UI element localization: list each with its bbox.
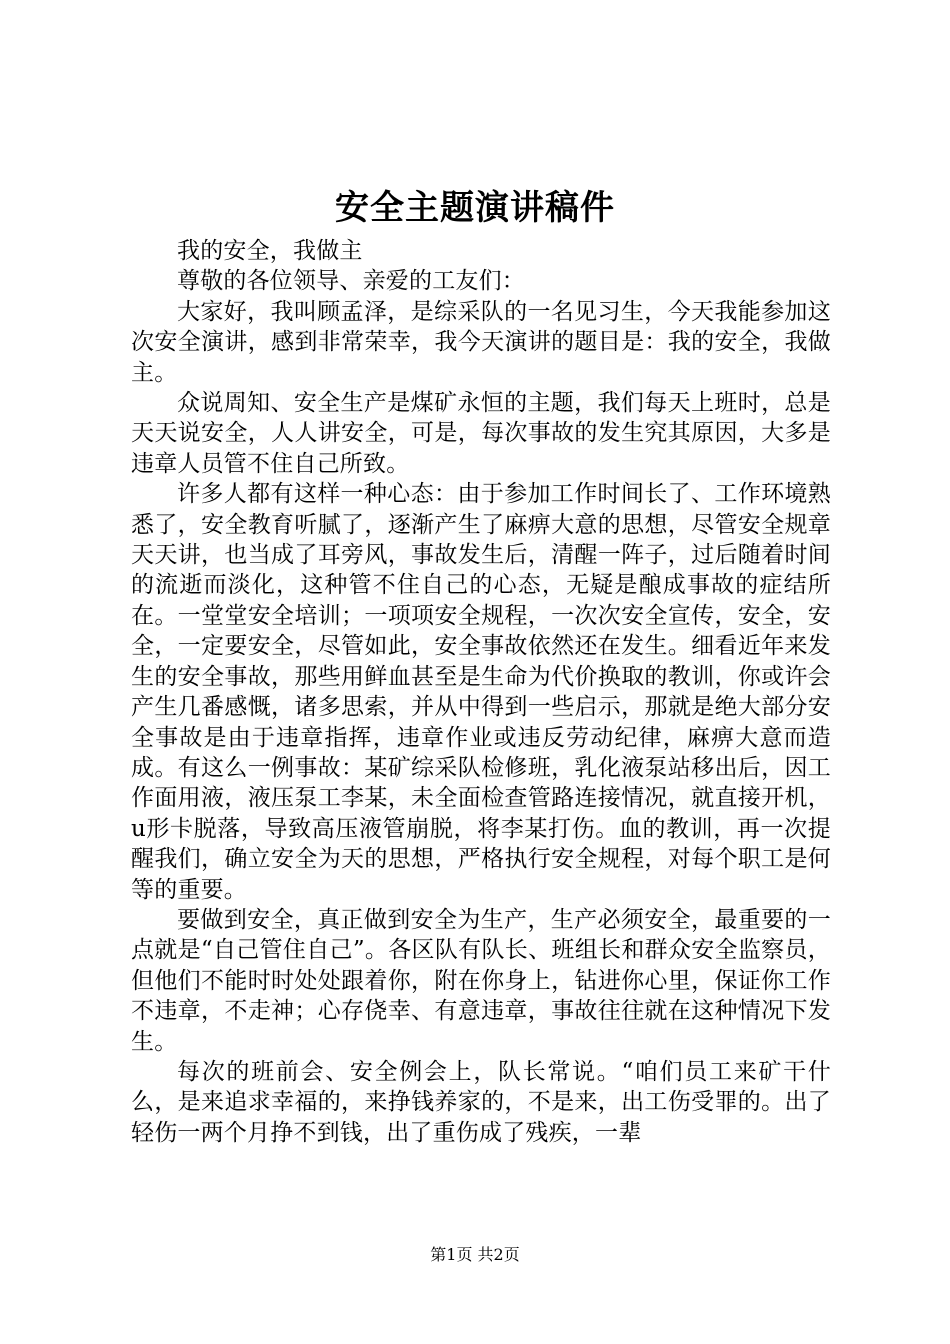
- paragraph: 许多人都有这样一种心态：由于参加工作时间长了、工作环境熟悉了，安全教育听腻了，逐渐产生了麻痹大意的思想，尽管安全规章天天讲，也当成了耳旁风，事故发生后，清醒一阵子，过后随着时间的流逝而淡化，这种管不住自己的心态，无疑是酿成事故的症结所在。一堂堂安全培训；一项项安全规程，一次次安全宣传，安全，安全，一定要安全，尽管如此，安全事故依然还在发生。细看近年来发生的安全事故，那些用鲜血甚至是生命为代价换取的教训，你或许会产生几番感慨，诸多思索，并从中得到一些启示，那就是绝大部分安全事故是由于违章指挥，违章作业或违反劳动纪律，麻痹大意而造成。有这么一例事故：某矿综采队检修班，乳化液泵站移出后，因工作面用液，液压泵工李某，未全面检查管路连接情况，就直接开机，u形卡脱落，导致高压液管崩脱，将李某打伤。血的教训，再一次提醒我们，确立安全为天的思想，严格执行安全规程，对每个职工是何等的重要。: [131, 481, 831, 903]
- paragraph: 要做到安全，真正做到安全为生产，生产必须安全，最重要的一点就是“自己管住自己”。各区队有队长、班组长和群众安全监察员，但他们不能时时处处跟着你，附在你身上，钻进你心里，保证你工作不违章，不走神；心存侥幸、有意违章，事故往往就在这种情况下发生。: [131, 906, 831, 1055]
- speech-subtitle: 我的安全，我做主: [177, 238, 363, 264]
- paragraph: 众说周知、安全生产是煤矿永恒的主题，我们每天上班时，总是天天说安全，人人讲安全，可是，每次事故的发生究其原因，大多是违章人员管不住自己所致。: [131, 390, 831, 477]
- document-body: [131, 236, 831, 1148]
- paragraph: 每次的班前会、安全例会上，队长常说。“咱们员工来矿干什么，是来追求幸福的，来挣钱养家的，不是来，出工伤受罪的。出了轻伤一两个月挣不到钱，出了重伤成了残疾，一辈: [131, 1058, 831, 1146]
- salutation: 尊敬的各位领导、亲爱的工友们：: [177, 268, 525, 295]
- document-title: 安全主题演讲稿件: [335, 188, 615, 228]
- page-number-footer: 第1页 共2页: [430, 1245, 520, 1264]
- paragraph: 大家好，我叫顾孟泽，是综采队的一名见习生，今天我能参加这次安全演讲，感到非常荣幸，我今天演讲的题目是：我的安全，我做主。: [131, 298, 831, 386]
